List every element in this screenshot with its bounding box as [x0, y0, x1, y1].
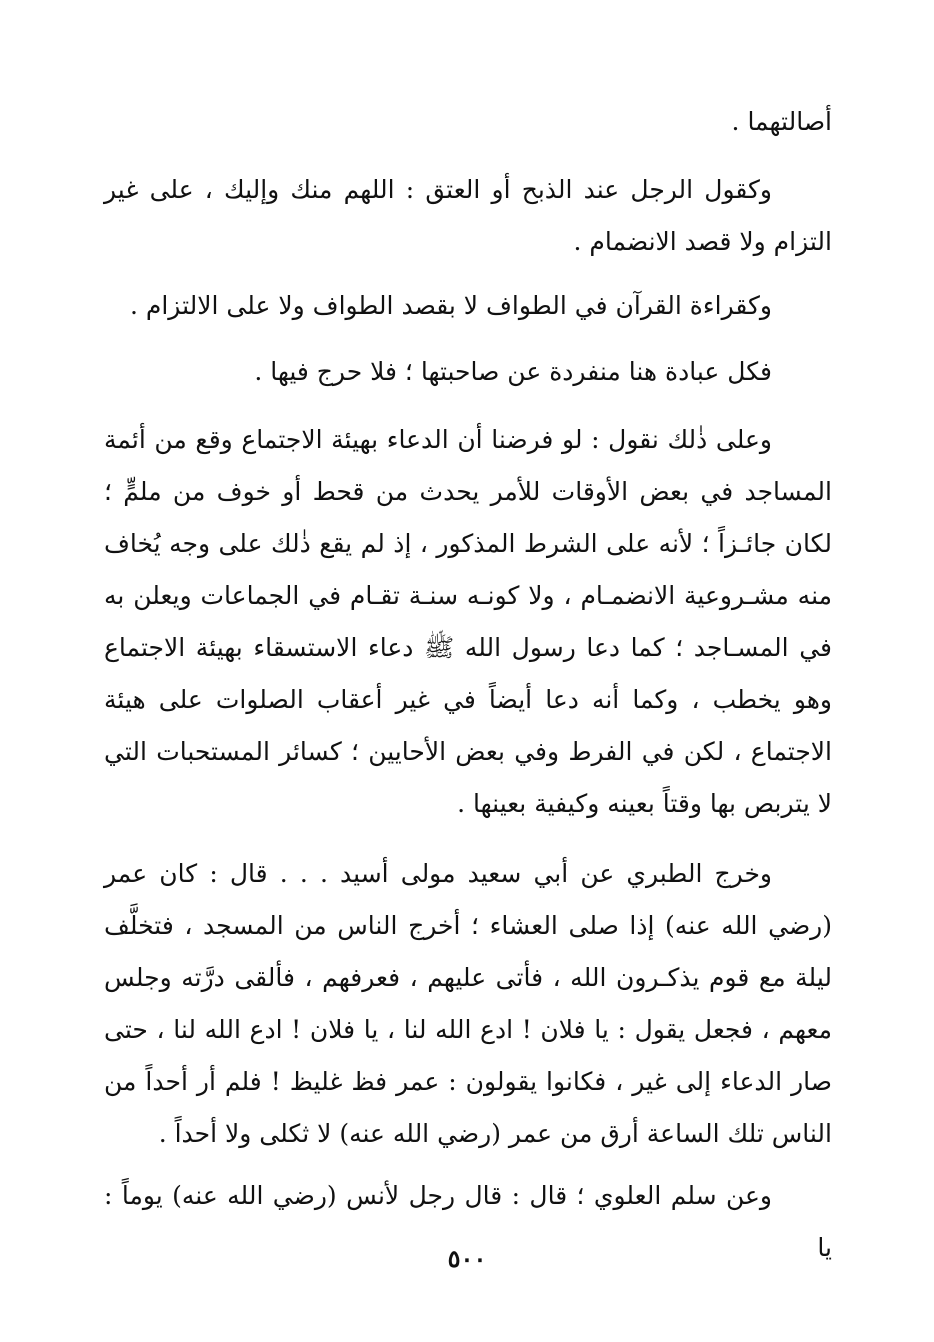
- paragraph-7: وعن سلم العلوي ؛ قال : قال رجل لأنس (رضي الله عنه) يوماً : يا: [104, 1181, 832, 1262]
- paragraph-5: وعلى ذٰلك نقول : لو فرضنا أن الدعاء بهيئة الاجتماع وقع من أئمة المساجد في بعض الأوقات للأمر يحدث من قحط أو خوف من ملمٍّ ؛ لكان جائـزاً ؛ لأنه على الشرط المذكور ، إذ لم يقع ذٰلك على وجه يُخاف منه مشـروعية الانضمـام ، ولا كونـه سنـة تقـام في الجماعات ويعلن به في المسـاجد ؛ كما دعا رسول الله ﷺ دعاء الاستسقاء بهيئة الاجتماع وهو يخطب ، وكما أنه دعا أيضاً في غير أعقاب الصلوات على هيئة الاجتماع ، لكن في الفرط وفي بعض الأحايين ؛ كسائر المستحبات التي لا يتربص بها وقتاً بعينه وكيفية بعينها .: [104, 425, 832, 818]
- paragraph-2: وكقول الرجل عند الذبح أو العتق : اللهم منك وإليك ، على غير التزام ولا قصد الانضمام .: [104, 175, 832, 256]
- paragraph-1: أصالتهما .: [731, 107, 832, 136]
- paragraph-4: فكل عبادة هنا منفردة عن صاحبتها ؛ فلا حرج فيها .: [254, 357, 772, 386]
- page-number: ٥٠٠: [447, 1244, 487, 1273]
- paragraph-6: وخرج الطبري عن أبي سعيد مولى أسيد . . . قال : كان عمر (رضي الله عنه) إذا صلى العشاء ؛ أخرج الناس من المسجد ، فتخلَّف ليلة مع قوم يذكـرون الله ، فأتى عليهم ، فعرفهم ، فألقى درَّته وجلس معهم ، فجعل يقول : يا فلان ! ادع الله لنا ، يا فلان ! ادع الله لنا ، حتى صار الدعاء إلى غير ، فكانوا يقولون : عمر فظ غليظ ! فلم أر أحداً من الناس تلك الساعة أرق من عمر (رضي الله عنه) لا ثكلى ولا أحداً .: [104, 859, 832, 1148]
- paragraph-3: وكقراءة القرآن في الطواف لا بقصد الطواف ولا على الالتزام .: [129, 291, 772, 320]
